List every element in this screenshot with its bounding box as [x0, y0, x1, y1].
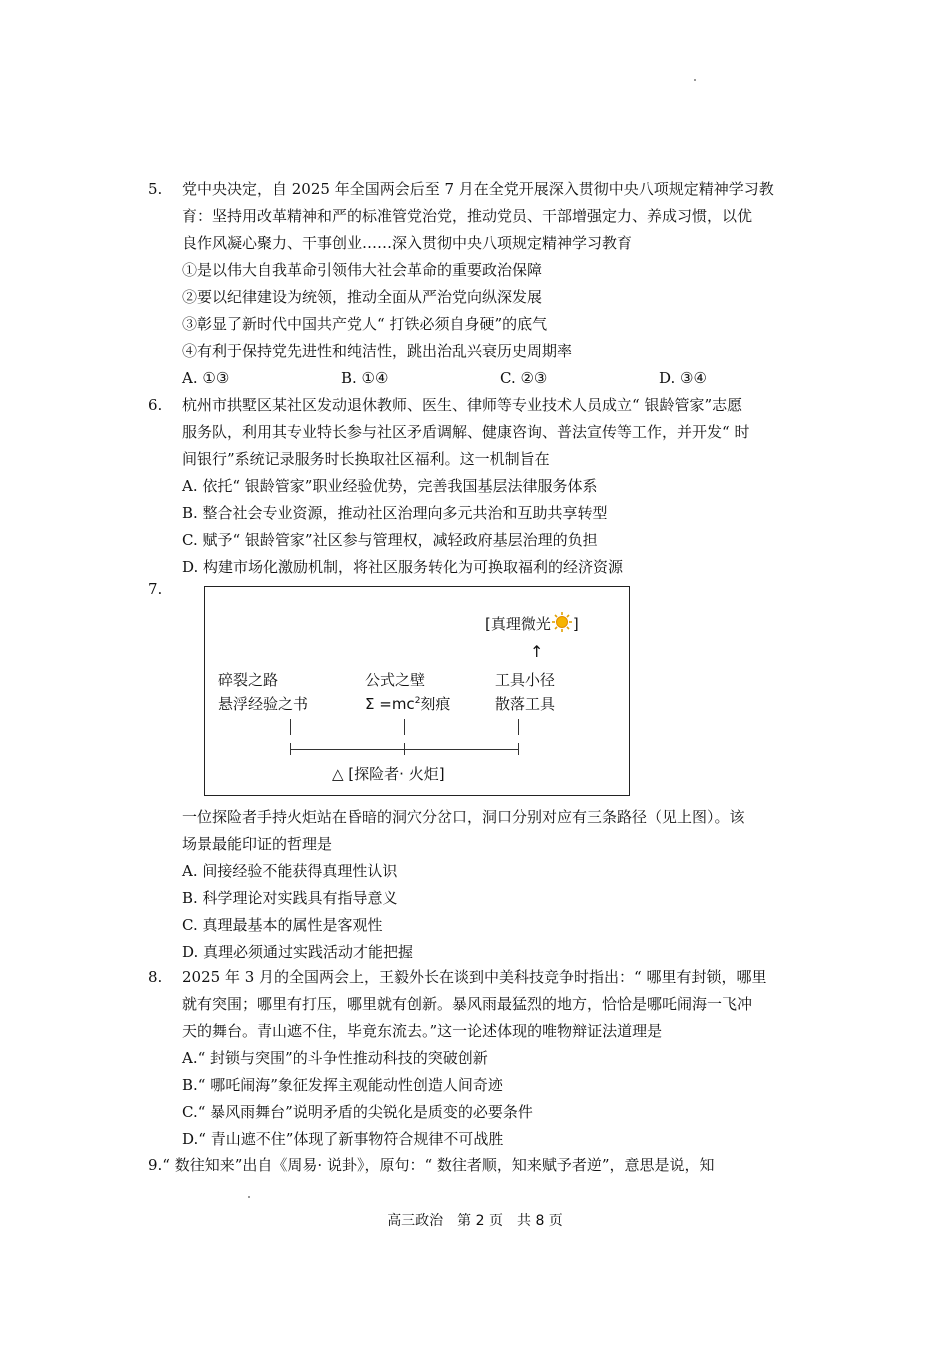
scan-dot — [694, 79, 696, 81]
option-a: A. 间接经验不能获得真理性认识 — [182, 862, 398, 880]
option-b: B.“ 哪吒闹海”象征发挥主观能动性创造人间奇迹 — [182, 1076, 503, 1094]
question-text: 一位探险者手持火炬站在昏暗的洞穴分岔口，洞口分别对应有三条路径（见上图）。该 — [182, 808, 745, 826]
question-text: 良作风凝心聚力、干事创业……深入贯彻中央八项规定精神学习教育 — [182, 234, 633, 252]
sun-icon — [551, 611, 573, 633]
baseline-tick — [518, 743, 519, 755]
question-text: 9.“ 数往知来”出自《周易· 说卦》，原句：“ 数往者顺，知来赋予者逆”，意思是说，知 — [148, 1156, 715, 1174]
path-tick — [518, 719, 519, 735]
option-c: C.“ 暴风雨舞台”说明矛盾的尖锐化是质变的必要条件 — [182, 1103, 533, 1121]
statement-2: ②要以纪律建设为统领，推动全面从严治党向纵深发展 — [182, 288, 543, 306]
statement-3: ③彰显了新时代中国共产党人“ 打铁必须自身硬”的底气 — [182, 315, 548, 333]
option-d: D. 真理必须通过实践活动才能把握 — [182, 943, 414, 961]
option-c: C. 真理最基本的属性是客观性 — [182, 916, 383, 934]
option-a: A.“ 封锁与突围”的斗争性推动科技的突破创新 — [182, 1049, 488, 1067]
question-text: 服务队，利用其专业特长参与社区矛盾调解、健康咨询、普法宣传等工作，并开发“ 时 — [182, 423, 750, 441]
question-text: 育：坚持用改革精神和严的标准管党治党，推动党员、干部增强定力、养成习惯，以优 — [182, 207, 753, 225]
path-right-title: 工具小径 — [495, 671, 556, 689]
question-number: 7. — [148, 580, 163, 598]
statement-1: ①是以伟大自我革命引领伟大社会革命的重要政治保障 — [182, 261, 543, 279]
question-6 — [148, 392, 818, 581]
option-a: A. ①③ — [182, 369, 230, 387]
question-9 — [148, 1152, 818, 1179]
question-text: 天的舞台。青山遮不住，毕竟东流去。”这一论述体现的唯物辩证法道理是 — [182, 1022, 663, 1040]
path-middle-desc: $\Sigma =mc^2$刻痕 — [365, 695, 451, 713]
path-tick — [290, 719, 291, 735]
option-b: B. ①④ — [341, 369, 389, 387]
question-text: 党中央决定，自 2025 年全国两会后至 7 月在全党开展深入贯彻中央八项规定精神学习教 — [182, 180, 774, 198]
option-c: C. 赋予“ 银龄管家”社区参与管理权，减轻政府基层治理的负担 — [182, 531, 598, 549]
question-5 — [148, 176, 818, 392]
statement-4: ④有利于保持党先进性和纯洁性，跳出治乱兴衰历史周期率 — [182, 342, 573, 360]
question-text: 就有突围；哪里有打压，哪里就有创新。暴风雨最猛烈的地方，恰恰是哪吒闹海一飞冲 — [182, 995, 753, 1013]
option-b: B. 整合社会专业资源，推动社区治理向多元共治和互助共享转型 — [182, 504, 608, 522]
question-text: 场景最能印证的哲理是 — [182, 835, 333, 853]
up-arrow: ↑ — [530, 642, 544, 661]
question-8 — [148, 964, 818, 1153]
question-number: 8. — [148, 968, 163, 986]
path-left-desc: 悬浮经验之书 — [218, 695, 309, 713]
question-text: 杭州市拱墅区某社区发动退休教师、医生、律师等专业技术人员成立“ 银龄管家”志愿 — [182, 396, 743, 414]
path-right-desc: 散落工具 — [495, 695, 556, 713]
option-c: C. ②③ — [500, 369, 548, 387]
option-d: D. ③④ — [659, 369, 707, 387]
path-tick — [404, 719, 405, 735]
option-d: D.“ 青山遮不住”体现了新事物符合规律不可战胜 — [182, 1130, 504, 1148]
path-middle-title: 公式之壁 — [365, 671, 426, 689]
question-number: 5. — [148, 180, 163, 198]
options-row — [182, 365, 818, 392]
option-d: D. 构建市场化激励机制，将社区服务转化为可换取福利的经济资源 — [182, 558, 624, 576]
baseline-tick — [404, 743, 405, 755]
truth-light-label: [真理微光 ] — [485, 611, 579, 634]
scan-dot — [248, 1196, 250, 1198]
page-footer: 高三政治 第 2 页 共 8 页 — [387, 1213, 563, 1229]
explorer-label: △ [探险者· 火炬] — [332, 765, 445, 783]
question-number: 6. — [148, 396, 163, 414]
cave-diagram — [204, 586, 630, 796]
question-7-text — [148, 804, 818, 966]
option-b: B. 科学理论对实践具有指导意义 — [182, 889, 398, 907]
question-text: 间银行”系统记录服务时长换取社区福利。这一机制旨在 — [182, 450, 550, 468]
question-text: 2025 年 3 月的全国两会上，王毅外长在谈到中美科技竞争时指出：“ 哪里有封锁，哪里 — [182, 968, 767, 986]
baseline-tick — [290, 743, 291, 755]
path-left-title: 碎裂之路 — [218, 671, 279, 689]
option-a: A. 依托“ 银龄管家”职业经验优势，完善我国基层法律服务体系 — [182, 477, 598, 495]
